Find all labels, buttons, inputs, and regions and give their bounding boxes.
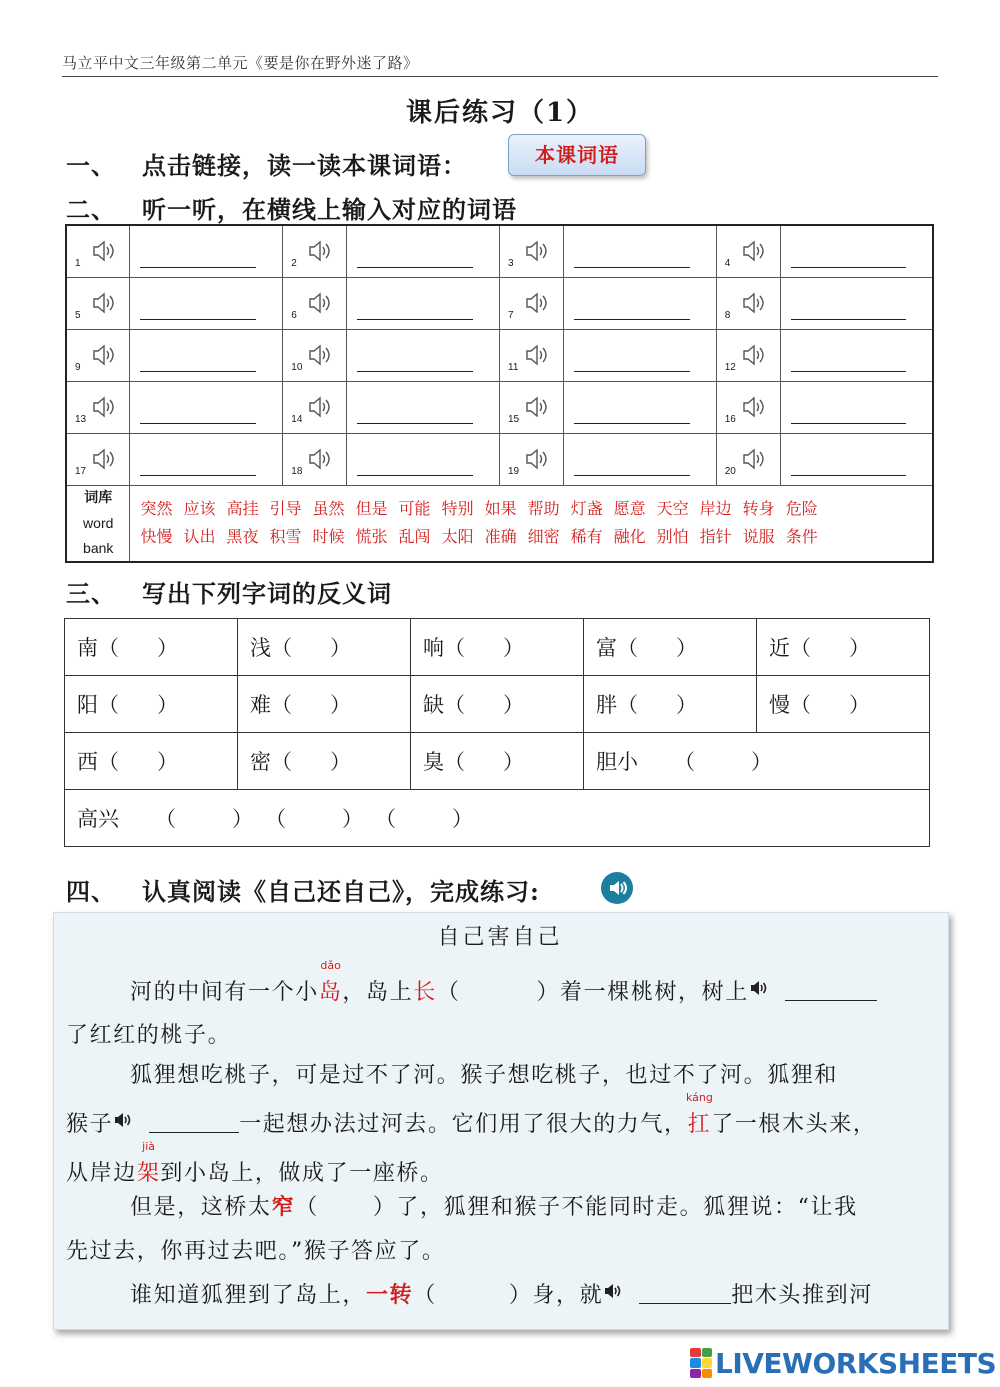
answer-input-10[interactable]: [357, 371, 473, 372]
answer-cell: [780, 329, 933, 381]
item-number: 11: [508, 361, 519, 373]
antonym-cell: 慢（ ）: [757, 676, 930, 733]
listening-item-9: [66, 329, 130, 381]
speaker-icon[interactable]: [741, 291, 769, 315]
answer-input-19[interactable]: [574, 475, 690, 476]
bank-word: 条件: [785, 527, 818, 546]
answer-cell: [130, 329, 283, 381]
logo-mark-icon: [690, 1348, 712, 1378]
speaker-icon[interactable]: [307, 291, 335, 315]
word-bank-line-1: [140, 495, 932, 523]
antonym-cell: 阳（ ）: [65, 676, 238, 733]
speaker-icon[interactable]: [113, 1110, 133, 1128]
answer-cell: [780, 433, 933, 485]
section-3-number: 三、: [66, 579, 116, 608]
answer-input-13[interactable]: [140, 423, 256, 424]
answer-cell: [563, 277, 716, 329]
bank-word: 突然: [140, 499, 173, 518]
bank-word: 指针: [699, 527, 732, 546]
word-bank-line-2: [140, 523, 932, 551]
speaker-icon[interactable]: [307, 447, 335, 471]
answer-input-3[interactable]: [574, 267, 690, 268]
answer-input-7[interactable]: [574, 319, 690, 320]
answer-input-2[interactable]: [357, 267, 473, 268]
answer-input-14[interactable]: [357, 423, 473, 424]
antonym-cell: 难（ ）: [238, 676, 411, 733]
antonym-cell: 西（ ）: [65, 733, 238, 790]
bank-word: 愿意: [613, 499, 646, 518]
answer-cell: [563, 433, 716, 485]
item-number: 18: [291, 465, 303, 477]
bank-word: 危险: [785, 499, 818, 518]
bank-word: 岸边: [699, 499, 732, 518]
antonym-cell: 臭（ ）: [411, 733, 584, 790]
listening-item-16: [716, 381, 780, 433]
bank-word: 帮助: [527, 499, 560, 518]
answer-cell: [563, 329, 716, 381]
section-4-heading: [66, 872, 540, 907]
listening-item-17: [66, 433, 130, 485]
speaker-icon[interactable]: [91, 447, 119, 471]
bank-word: 太阳: [441, 527, 474, 546]
speaker-icon[interactable]: [91, 343, 119, 367]
answer-input-18[interactable]: [357, 475, 473, 476]
story-line-8: 谁知道狐狸到了岛上，一转（ ）身，就 把木头推到河: [130, 1282, 873, 1308]
speaker-icon[interactable]: [741, 239, 769, 263]
speaker-icon: [601, 872, 633, 904]
item-number: 16: [724, 413, 736, 425]
item-number: 15: [508, 413, 520, 425]
bank-word: 稀有: [570, 527, 603, 546]
antonym-row: [65, 619, 930, 676]
listening-item-4: [716, 225, 780, 277]
antonym-cell: 缺（ ）: [411, 676, 584, 733]
speaker-icon[interactable]: [91, 239, 119, 263]
answer-input-15[interactable]: [574, 423, 690, 424]
item-number: 14: [291, 413, 303, 425]
answer-cell: [347, 225, 500, 277]
section-4-text: 认真阅读《自己还自己》，完成练习:: [142, 877, 540, 906]
section-1-text: 点击链接，读一读本课词语：: [142, 151, 467, 180]
story-line-2: 了红红的桃子。: [66, 1023, 232, 1048]
answer-cell: [563, 225, 716, 277]
answer-input-11[interactable]: [574, 371, 690, 372]
speaker-icon[interactable]: [741, 343, 769, 367]
answer-input-12[interactable]: [791, 371, 906, 372]
word-bank-label: 词库 word bank: [66, 485, 130, 562]
listening-item-6: [283, 277, 347, 329]
bank-word: 灯盏: [570, 499, 603, 518]
section-3-text: 写出下列字词的反义词: [142, 579, 392, 608]
listening-item-3: [500, 225, 564, 277]
listening-item-14: [283, 381, 347, 433]
word-bank-words: [130, 485, 933, 562]
item-number: 6: [291, 309, 297, 321]
header-divider: [62, 76, 938, 77]
speaker-icon[interactable]: [524, 447, 552, 471]
bank-word: 积雪: [269, 527, 302, 546]
listening-item-18: [283, 433, 347, 485]
listening-item-8: [716, 277, 780, 329]
answer-cell: [347, 433, 500, 485]
antonym-cell: 近（ ）: [757, 619, 930, 676]
bank-word: 如果: [484, 499, 517, 518]
fill-blank-2[interactable]: [149, 1111, 239, 1133]
bank-word: 可能: [398, 499, 431, 518]
speaker-icon[interactable]: [603, 1281, 623, 1299]
listening-item-2: [283, 225, 347, 277]
item-number: 3: [508, 257, 514, 269]
answer-input-16[interactable]: [791, 423, 906, 424]
antonym-cell: 南（ ）: [65, 619, 238, 676]
listening-item-10: [283, 329, 347, 381]
antonym-grid: [64, 618, 930, 847]
listening-item-11: [500, 329, 564, 381]
story-title: 自己害自己: [437, 925, 563, 950]
item-number: 12: [724, 361, 736, 373]
story-line-3: 狐狸想吃桃子，可是过不了河。猴子想吃桃子，也过不了河。狐狸和: [130, 1063, 839, 1088]
bank-word: 应该: [183, 499, 216, 518]
section-2-heading: [66, 190, 517, 225]
reading-audio-button[interactable]: [601, 872, 633, 904]
antonym-cell: 胆小 （ ）: [584, 733, 930, 790]
bank-word: 融化: [613, 527, 646, 546]
item-number: 1: [75, 257, 81, 269]
item-number: 20: [724, 465, 736, 477]
listening-row: [66, 329, 933, 381]
listening-item-13: [66, 381, 130, 433]
speaker-icon[interactable]: [741, 395, 769, 419]
listening-item-1: [66, 225, 130, 277]
pinyin-word-dao: dǎo 岛: [318, 959, 343, 1005]
bank-word: 但是: [355, 499, 388, 518]
speaker-icon[interactable]: [307, 239, 335, 263]
answer-cell: [563, 381, 716, 433]
speaker-icon[interactable]: [91, 395, 119, 419]
bank-word: 特别: [441, 499, 474, 518]
item-number: 10: [291, 361, 303, 373]
speaker-icon[interactable]: [91, 291, 119, 315]
answer-cell: [347, 381, 500, 433]
answer-input-8[interactable]: [791, 319, 906, 320]
fill-blank-1[interactable]: [785, 979, 877, 1001]
item-number: 9: [75, 361, 81, 373]
listening-item-12: [716, 329, 780, 381]
answer-cell: [130, 381, 283, 433]
listening-row: [66, 381, 933, 433]
fill-blank-3[interactable]: [639, 1282, 731, 1304]
bank-word: 认出: [183, 527, 216, 546]
answer-input-4[interactable]: [791, 267, 906, 268]
speaker-icon[interactable]: [524, 343, 552, 367]
bank-word: 虽然: [312, 499, 345, 518]
answer-input-1[interactable]: [140, 267, 256, 268]
listening-item-15: [500, 381, 564, 433]
speaker-icon[interactable]: [741, 447, 769, 471]
section-2-number: 二、: [66, 195, 116, 224]
answer-cell: [780, 381, 933, 433]
answer-cell: [347, 329, 500, 381]
bank-word: 高挂: [226, 499, 259, 518]
section-4-number: 四、: [66, 877, 116, 906]
story-line-7: 先过去，你再过去吧。”猴子答应了。: [66, 1239, 446, 1264]
listening-grid: [65, 224, 934, 563]
speaker-icon[interactable]: [524, 291, 552, 315]
pinyin-word-kang: káng 扛: [685, 1091, 713, 1137]
section-3-heading: [66, 574, 392, 609]
bank-word: 细密: [527, 527, 560, 546]
bank-word: 黑夜: [226, 527, 259, 546]
item-number: 17: [75, 465, 87, 477]
section-2-text: 听一听，在横线上输入对应的词语: [142, 195, 517, 224]
answer-input-20[interactable]: [791, 475, 906, 476]
bank-word: 引导: [269, 499, 302, 518]
answer-cell: [347, 277, 500, 329]
answer-cell: [780, 225, 933, 277]
vocabulary-link-button[interactable]: 本课词语: [508, 134, 646, 176]
story-line-5: 从岸边 jià 架到小岛上，做成了一座桥。: [66, 1140, 444, 1186]
bank-word: 准确: [484, 527, 517, 546]
bank-word: 别怕: [656, 527, 689, 546]
liveworksheets-logo: LIVEWORKSHEETS: [690, 1346, 996, 1380]
pinyin-word-jia: jià 架: [136, 1140, 161, 1186]
section-1-heading: [66, 146, 467, 181]
listening-item-19: [500, 433, 564, 485]
bank-word: 说服: [742, 527, 775, 546]
item-number: 8: [724, 309, 731, 321]
listening-row: [66, 225, 933, 277]
listening-item-20: [716, 433, 780, 485]
answer-input-9[interactable]: [140, 371, 256, 372]
speaker-icon[interactable]: [307, 395, 335, 419]
bank-word: 慌张: [355, 527, 388, 546]
speaker-icon[interactable]: [524, 239, 552, 263]
listening-row: [66, 433, 933, 485]
listening-item-5: [66, 277, 130, 329]
word-bank-row: [66, 485, 933, 562]
item-number: 19: [508, 465, 520, 477]
bank-word: 乱闯: [398, 527, 431, 546]
item-number: 7: [508, 309, 514, 321]
antonym-row: [65, 733, 930, 790]
bank-word: 转身: [742, 499, 775, 518]
listening-row: [66, 277, 933, 329]
section-1-number: 一、: [66, 151, 116, 180]
bank-word: 天空: [656, 499, 689, 518]
answer-cell: [130, 225, 283, 277]
worksheet-header: 马立平中文三年级第二单元《要是你在野外迷了路》: [62, 54, 419, 72]
answer-cell: [780, 277, 933, 329]
story-line-4: 猴子 一起想办法过河去。它们用了很大的力气， káng 扛了一根木头来，: [66, 1091, 877, 1137]
speaker-icon[interactable]: [524, 395, 552, 419]
bank-word: 快慢: [140, 527, 173, 546]
story-line-6: 但是，这桥太窄（ ）了，狐狸和猴子不能同时走。狐狸说：“让我: [130, 1194, 858, 1220]
listening-item-7: [500, 277, 564, 329]
answer-cell: [130, 277, 283, 329]
item-number: 2: [291, 257, 297, 269]
antonym-row: [65, 676, 930, 733]
answer-input-5[interactable]: [140, 319, 256, 320]
speaker-icon[interactable]: [307, 343, 335, 367]
speaker-icon[interactable]: [749, 978, 769, 996]
answer-cell: [130, 433, 283, 485]
item-number: 5: [75, 309, 81, 321]
item-number: 4: [724, 257, 731, 269]
answer-input-17[interactable]: [140, 475, 256, 476]
antonym-cell: 浅（ ）: [238, 619, 411, 676]
antonym-cell: 富（ ）: [584, 619, 757, 676]
antonym-row: [65, 790, 930, 847]
antonym-cell: 响（ ）: [411, 619, 584, 676]
bank-word: 时候: [312, 527, 345, 546]
story-line-1: 河的中间有一个小 dǎo 岛，岛上长（ ）着一棵桃树，树上: [66, 975, 877, 1006]
item-number: 13: [75, 413, 87, 425]
antonym-cell: 密（ ）: [238, 733, 411, 790]
page-title: 课后练习（1）: [405, 98, 595, 128]
antonym-cell: 高兴 （ ） （ ） （ ）: [65, 790, 930, 847]
antonym-cell: 胖（ ）: [584, 676, 757, 733]
answer-input-6[interactable]: [357, 319, 473, 320]
